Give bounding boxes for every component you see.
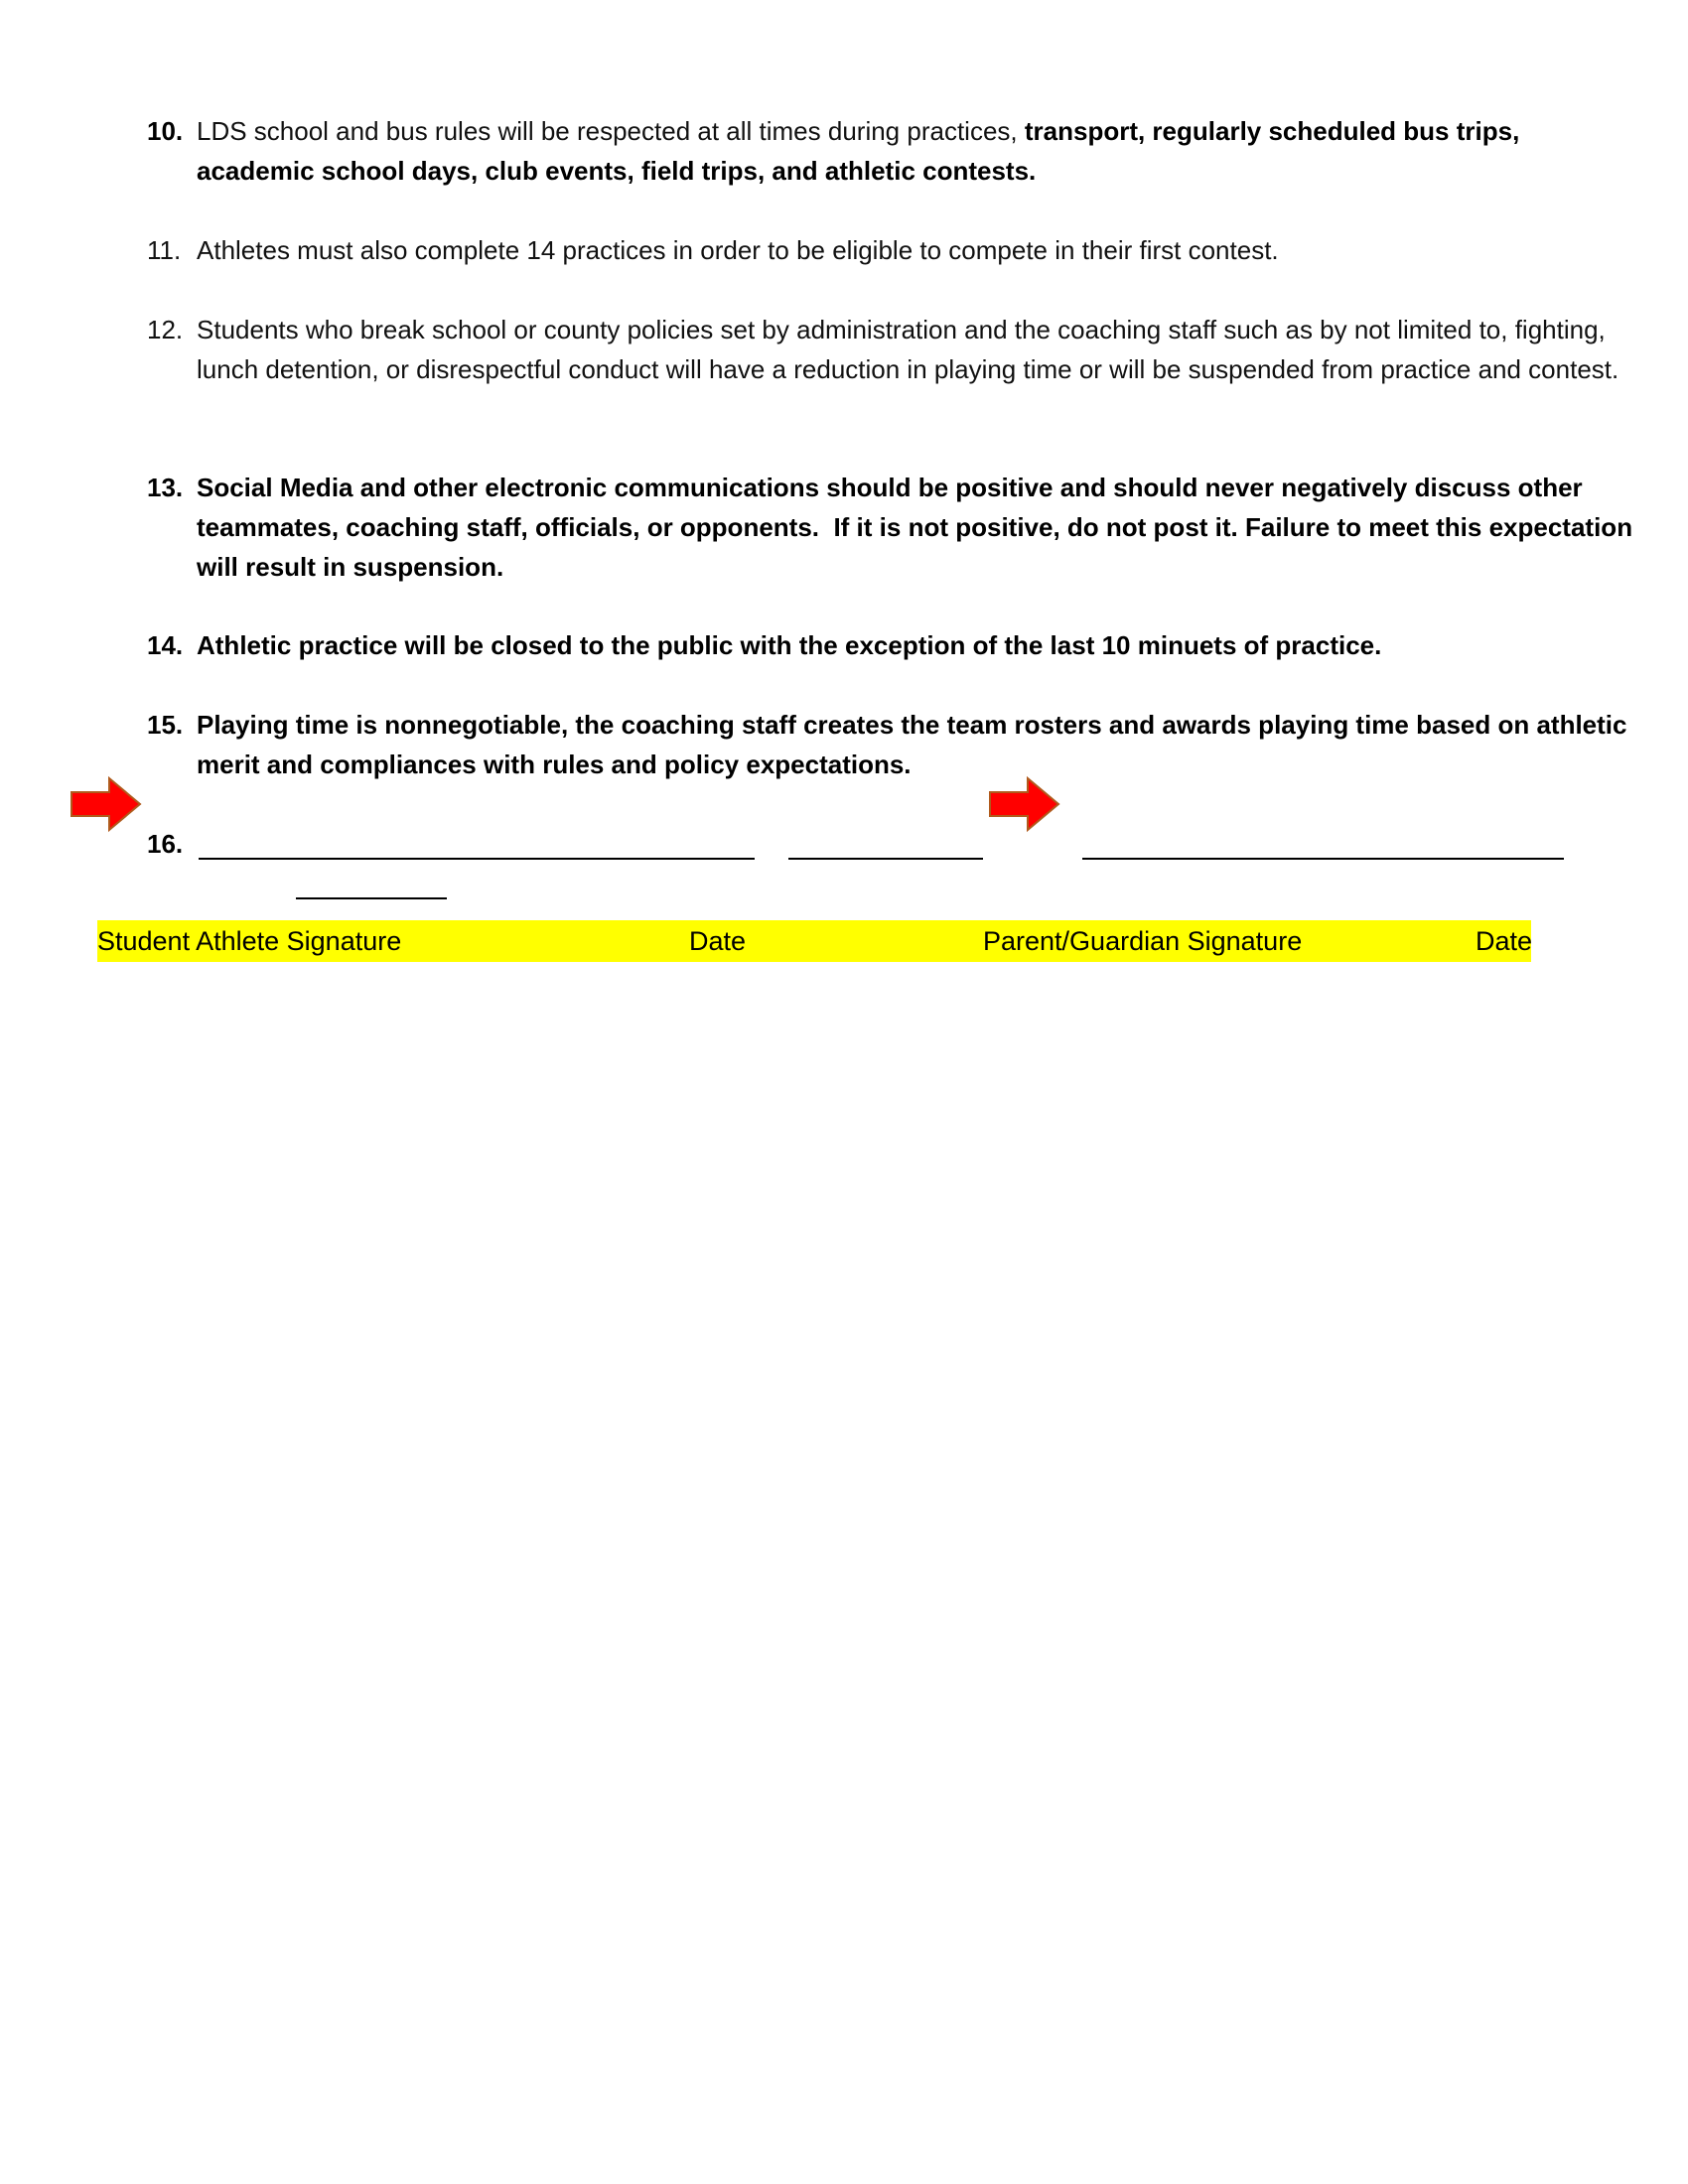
rule-text: Social Media and other electronic communications should be positive and should never negatively discuss other teammates, coaching staff, officials, or opponents. If it is not positive, do not post it. Failure to meet this expectation will result in suspension. [197,473,1640,582]
rule-text: LDS school and bus rules will be respected at all times during practices, transport, regularly scheduled bus trips, academic school days, club events, field trips, and athletic contests. [197,116,1527,186]
student-signature-label: Student Athlete Signature [97,926,402,956]
rule-number: 10. [147,116,184,146]
rule-text: Students who break school or county policies set by administration and the coaching staff such as by not limited to, fighting, lunch detention, or disrespectful conduct will have a reduction in playing time or will be suspended from practice and contest. [197,315,1619,384]
rule-text: Athletic practice will be closed to the public with the exception of the last 10 minuets of practice. [197,630,1382,660]
rule-item-11 [147,230,1636,270]
parent-signature-line[interactable] [1082,858,1564,860]
signature-number: 16. [147,829,184,859]
rule-number: 14. [147,630,184,660]
arrow-right-icon [70,774,143,834]
rule-item-13 [147,468,1640,587]
rule-item-10 [147,111,1636,191]
rule-number: 13. [147,473,184,502]
rule-item-14 [147,625,1636,665]
date-label: Date [1476,926,1533,956]
rule-number: 12. [147,315,184,344]
date-label: Date [689,926,747,956]
rule-number: 11. [147,235,182,265]
signature-labels-bar [97,920,1531,962]
rule-text: Athletes must also complete 14 practices in order to be eligible to compete in their first contest. [197,235,1279,265]
rule-item-12 [147,310,1636,389]
student-signature-line[interactable] [199,858,755,860]
parent-signature-label: Parent/Guardian Signature [983,926,1303,956]
rule-text: Playing time is nonnegotiable, the coaching staff creates the team rosters and awards playing time based on athletic merit and compliances with rules and policy expectations. [197,710,1634,779]
rule-number: 15. [147,710,184,740]
rule-item-15 [147,705,1636,784]
student-date-line[interactable] [788,858,983,860]
arrow-right-icon [988,774,1061,834]
parent-date-line[interactable] [296,897,447,899]
